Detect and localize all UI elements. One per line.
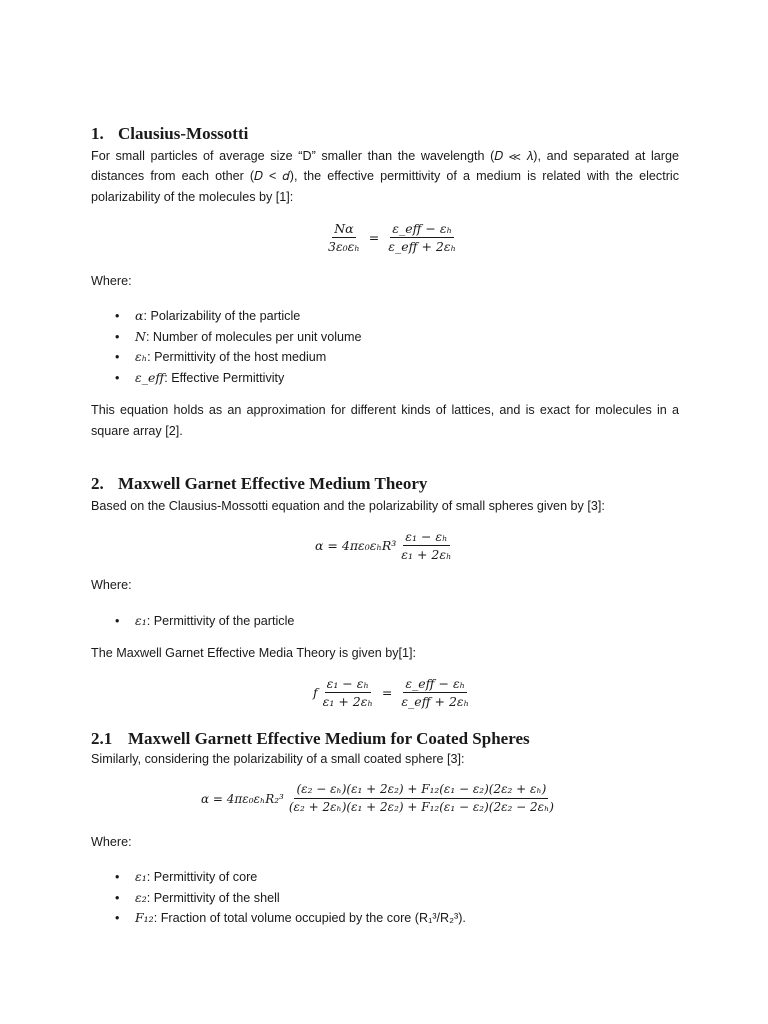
section-2-number: 2.: [91, 474, 104, 493]
section-1-intro-line-2: distances from each other (𝐷 < 𝑑), the effective permittivity of a medium is related with the electric: [91, 169, 679, 183]
cm-left-fraction: [326, 220, 362, 255]
clausius-mossotti-equation: [323, 220, 461, 255]
section-1-title: Clausius-Mossotti: [118, 124, 249, 143]
section-1-intro-line-1: For small particles of average size “D” smaller than the wavelength (𝐷 ≪ 𝜆), and separated at large: [91, 149, 679, 163]
coated-denominator: (ε₂ + 2εₕ)(ε₁ + 2ε₂) + F₁₂(ε₁ − ε₂)(2ε₂ − 2εₕ): [288, 800, 554, 814]
mg-right-denominator: ε_eff + 2εₕ: [401, 694, 470, 709]
section-2-heading: [91, 474, 427, 494]
list-item: • ε_eff: Effective Permittivity: [115, 369, 285, 385]
mg-right-numerator: ε_eff − εₕ: [405, 676, 466, 691]
section-2-1-title: Maxwell Garnett Effective Medium for Coated Spheres: [128, 729, 530, 748]
cm-left-denominator: 3ε₀εₕ: [328, 239, 360, 254]
list-item: • ε₂: Permittivity of the shell: [115, 889, 280, 905]
list-item: • εₕ: Permittivity of the host medium: [115, 349, 327, 365]
cm-equals: =: [368, 230, 380, 245]
section-1-outro-line-2: square array [2].: [91, 424, 183, 438]
cm-right-numerator: ε_eff − εₕ: [392, 221, 452, 236]
section-1-number: 1.: [91, 124, 104, 143]
section-2-mg-intro: The Maxwell Garnet Effective Media Theory is given by[1]:: [91, 646, 417, 660]
section-1-symbol-list: [115, 306, 362, 388]
section-2-where: Where:: [91, 578, 132, 592]
section-2-title: Maxwell Garnet Effective Medium Theory: [118, 474, 428, 493]
coated-lhs: α = 4πε₀εₕR₂³: [201, 791, 284, 806]
cm-left-numerator: Nα: [334, 221, 354, 236]
section-1-outro-line-1: This equation holds as an approximation for different kinds of lattices, and is exact for molecules in a: [91, 403, 679, 417]
polarizability-lhs: α = 4πε₀εₕR³: [315, 538, 397, 553]
mg-left-fraction: [321, 675, 375, 710]
mg-right-fraction: [399, 675, 471, 710]
polarizability-numerator: ε₁ − εₕ: [405, 529, 448, 544]
polarizability-fraction: [399, 528, 453, 563]
coated-numerator: (ε₂ − εₕ)(ε₁ + 2ε₂) + F₁₂(ε₁ − ε₂)(2ε₂ + εₕ): [294, 781, 548, 799]
section-1-heading: [91, 124, 248, 144]
section-2-1-symbol-list: [115, 867, 466, 929]
section-2-1-where: Where:: [91, 835, 132, 849]
list-item: • N: Number of molecules per unit volume: [115, 328, 362, 344]
list-item: • F₁₂: Fraction of total volume occupied by the core (R₁³/R₂³).: [115, 910, 466, 926]
maxwell-garnet-equation: [313, 675, 474, 710]
mg-fill-fraction: f: [313, 685, 318, 700]
section-2-intro: Based on the Clausius-Mossotti equation and the polarizability of small spheres given by [3]:: [91, 499, 605, 513]
polarizability-denominator: ε₁ + 2εₕ: [401, 547, 452, 562]
mg-equals: =: [381, 685, 393, 700]
cm-right-denominator: ε_eff + 2εₕ: [388, 239, 456, 254]
mg-left-denominator: ε₁ + 2εₕ: [322, 694, 373, 709]
list-item: • ε₁: Permittivity of core: [115, 869, 258, 884]
coated-sphere-equation: [201, 781, 559, 816]
coated-fraction: [287, 781, 556, 816]
mg-left-numerator: ε₁ − εₕ: [326, 676, 369, 691]
section-2-1-intro: Similarly, considering the polarizability of a small coated sphere [3]:: [91, 752, 465, 766]
section-2-1-number: 2.1: [91, 729, 113, 748]
section-2-1-heading: [91, 729, 530, 749]
polarizability-equation: [315, 528, 457, 563]
list-item: • ε₁: Permittivity of the particle: [115, 613, 295, 628]
cm-right-fraction: [386, 220, 458, 255]
section-2-symbol-list: [115, 611, 294, 632]
section-1-where: Where:: [91, 274, 132, 288]
list-item: • α: Polarizability of the particle: [115, 308, 301, 323]
section-1-intro-line-3: polarizability of the molecules by [1]:: [91, 190, 294, 204]
